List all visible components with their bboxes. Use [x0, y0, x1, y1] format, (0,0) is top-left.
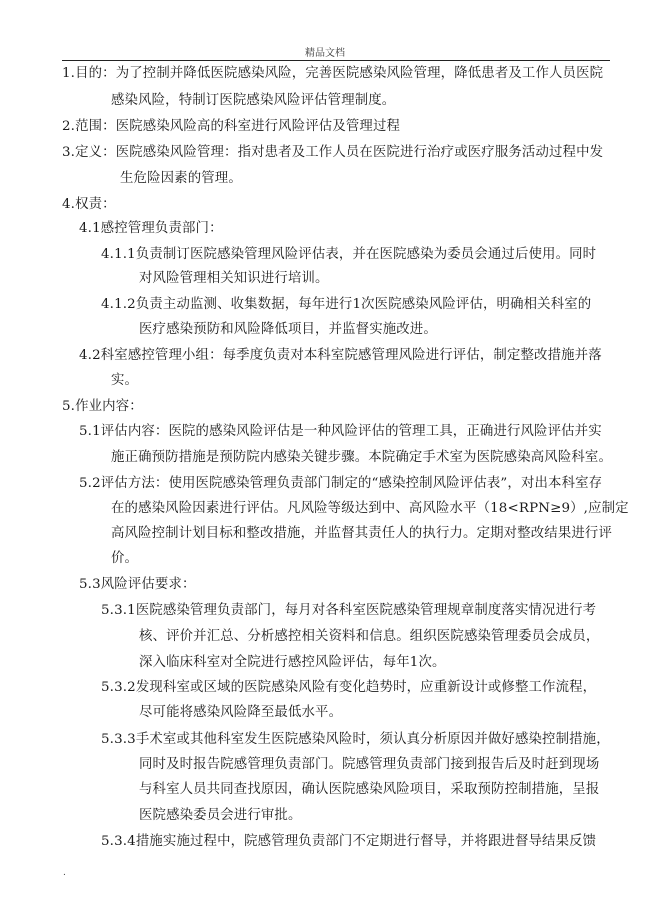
- section-4-2-line-2: 实。: [111, 373, 139, 388]
- section-5-3-2-line-2: 尽可能将感染风险降至最低水平。: [139, 705, 343, 720]
- section-1-line-2: 感染风险，特制订医院感染风险评估管理制度。: [111, 93, 396, 108]
- section-4-1-1-line-2: 对风险管理相关知识进行培训。: [139, 271, 329, 286]
- section-4-1-heading: 4.1感控管理负责部门：: [79, 221, 223, 236]
- section-5-3-1-line-2: 核、评价并汇总、分析感控相关资料和信息。组织医院感染管理委员会成员，: [139, 629, 600, 644]
- section-5-1-line-2: 施正确预防措施是预防院内感染关键步骤。本院确定手术室为医院感染高风险科室。: [111, 450, 613, 465]
- section-5-3-1-line-1: 5.3.1医院感染管理负责部门，每月对各科室医院感染管理规章制度落实情况进行考: [101, 603, 597, 618]
- section-5-1-line-1: 5.1评估内容：医院的感染风险评估是一种风险评估的管理工具，正确进行风险评估并实: [79, 424, 602, 439]
- section-4-1-2-line-1: 4.1.2负责主动监测、收集数据，每年进行1次医院感染风险评估，明确相关科室的: [101, 297, 592, 312]
- section-5-3-3-line-4: 医院感染委员会进行审批。: [139, 808, 302, 823]
- section-5-2-line-2: 在的感染风险因素进行评估。凡风险等级达到中、高风险水平（18<RPN≥9）,应制定: [111, 501, 629, 516]
- section-5-3-heading: 5.3风险评估要求：: [79, 577, 196, 592]
- section-5-heading: 5.作业内容：: [62, 399, 143, 414]
- page-header: 精品文档: [305, 48, 345, 59]
- section-5-3-2-line-1: 5.3.2发现科室或区域的医院感染风险有变化趋势时，应重新设计或修整工作流程，: [101, 680, 597, 695]
- section-5-2-line-3: 高风险控制计划目标和整改措施，并监督其责任人的执行力。定期对整改结果进行评: [111, 526, 613, 541]
- section-2-line-1: 2.范围：医院感染风险高的科室进行风险评估及管理过程: [62, 119, 401, 134]
- section-4-heading: 4.权责：: [62, 197, 116, 212]
- section-4-1-1-line-1: 4.1.1负责制订医院感染管理风险评估表，并在医院感染为委员会通过后使用。同时: [101, 247, 597, 262]
- page-footer-mark: .: [63, 868, 66, 878]
- section-3-line-2: 生危险因素的管理。: [120, 171, 242, 186]
- section-5-3-3-line-1: 5.3.3手术室或其他科室发生医院感染风险时，须认真分析原因并做好感染控制措施，: [101, 732, 610, 747]
- section-5-3-1-line-3: 深入临床科室对全院进行感控风险评估，每年1次。: [139, 655, 446, 670]
- header-divider: [62, 60, 610, 61]
- section-3-line-1: 3.定义：医院感染风险管理：指对患者及工作人员在医院进行治疗或医疗服务活动过程中发: [62, 145, 604, 160]
- section-5-2-line-1: 5.2评估方法：使用医院感染管理负责部门制定的“感染控制风险评估表”，对出本科室存: [79, 476, 603, 491]
- section-1-line-1: 1.目的：为了控制并降低医院感染风险，完善医院感染风险管理，降低患者及工作人员医院: [62, 66, 604, 81]
- section-4-2-line-1: 4.2科室感控管理小组：每季度负责对本科室院感管理风险进行评估，制定整改措施并落: [79, 348, 602, 363]
- section-4-1-2-line-2: 医疗感染预防和风险降低项目，并监督实施改进。: [139, 322, 437, 337]
- section-5-2-line-4: 价。: [111, 551, 139, 566]
- section-5-3-3-line-3: 与科室人员共同查找原因，确认医院感染风险项目，采取预防控制措施，呈报: [139, 782, 600, 797]
- section-5-3-3-line-2: 同时及时报告院感管理负责部门。院感管理负责部门接到报告后及时赶到现场: [139, 757, 600, 772]
- section-5-3-4-line-1: 5.3.4措施实施过程中，院感管理负责部门不定期进行督导，并将跟进督导结果反馈: [101, 834, 597, 849]
